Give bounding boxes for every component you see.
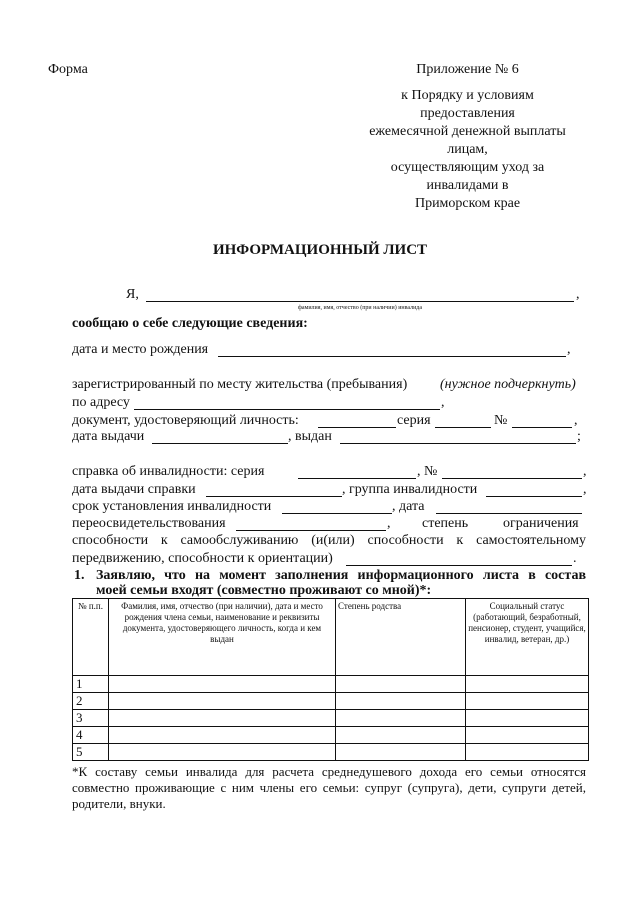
issued-by-label: , выдан (288, 429, 332, 444)
row-number: 2 (73, 693, 109, 710)
table-row (73, 710, 589, 727)
document-end: , (574, 413, 578, 428)
table-cell[interactable] (109, 744, 336, 761)
number-field[interactable] (512, 427, 572, 428)
cert-date-field[interactable] (206, 496, 342, 497)
column-header-person: Фамилия, имя, отчество (при наличии), дата и место рождения члена семьи, наименование и реквизиты документа, удостоверяющего личность, когда и кем выдан (109, 599, 336, 676)
disability-number-label: , № (417, 464, 438, 479)
date-label: , дата (392, 499, 425, 514)
table-cell[interactable] (109, 676, 336, 693)
column-header-number: № п.п. (73, 599, 109, 676)
row-number: 1 (73, 676, 109, 693)
appendix-line: предоставления (420, 106, 515, 121)
reexam-comma: , (387, 516, 391, 531)
statement-text: сообщаю о себе следующие сведения: (72, 316, 308, 331)
appendix-line: Приморском крае (414, 196, 521, 211)
form-label: Форма (48, 62, 88, 77)
movement-label: передвижению, способности к ориентации) (72, 551, 333, 566)
table-cell[interactable] (336, 710, 466, 727)
name-end-comma: , (576, 287, 580, 302)
registered-label: зарегистрированный по месту жительства (пребывания) (72, 377, 408, 392)
table-cell[interactable] (336, 744, 466, 761)
group-end: , (583, 482, 587, 497)
full-name-field[interactable] (146, 301, 574, 302)
group-label: , группа инвалидности (342, 482, 478, 497)
movement-field[interactable] (346, 565, 572, 566)
series-label: серия (397, 413, 431, 428)
appendix-line: лицам, (447, 142, 488, 157)
table-row (73, 727, 589, 744)
section-number: 1. (74, 568, 85, 583)
section-line: моей семьи входят (совместно проживают со мной)*: (96, 583, 432, 598)
appendix-line: инвалидами в (426, 178, 509, 193)
address-label: по адресу (72, 395, 130, 410)
footnote-line: родители, внуки. (72, 796, 166, 811)
table-header-row (73, 599, 589, 676)
birth-end: , (567, 342, 571, 357)
table-cell[interactable] (466, 727, 589, 744)
date-field[interactable] (436, 513, 582, 514)
table-cell[interactable] (336, 727, 466, 744)
address-end: , (441, 395, 445, 410)
birth-label: дата и место рождения (72, 342, 209, 357)
issue-date-field[interactable] (152, 443, 288, 444)
cert-date-label: дата выдачи справки (72, 482, 196, 497)
disability-cert-label: справка об инвалидности: серия (72, 464, 265, 479)
document-title: ИНФОРМАЦИОННЫЙ ЛИСТ (212, 242, 428, 258)
movement-end: . (573, 551, 577, 566)
degree-word: степень (422, 516, 469, 531)
table-cell[interactable] (336, 676, 466, 693)
table-row (73, 744, 589, 761)
table-cell[interactable] (466, 710, 589, 727)
full-name-caption: фамилия, имя, отчество (при наличии) инвалида (297, 305, 423, 311)
term-field[interactable] (282, 513, 392, 514)
reexam-field[interactable] (236, 530, 386, 531)
appendix-line: ежемесячной денежной выплаты (369, 124, 566, 139)
reexam-label: переосвидетельствования (72, 516, 226, 531)
table-row (73, 676, 589, 693)
column-header-relationship: Степень родства (336, 599, 466, 676)
disability-number-end: , (583, 464, 587, 479)
row-number: 5 (73, 744, 109, 761)
disability-series-field[interactable] (298, 478, 416, 479)
disability-number-field[interactable] (442, 478, 582, 479)
table-cell[interactable] (466, 693, 589, 710)
i-label: Я, (126, 287, 139, 302)
registered-note: (нужное подчеркнуть) (440, 377, 576, 392)
issue-date-label: дата выдачи (72, 429, 145, 444)
footnote-line: *К составу семьи инвалида для расчета среднедушевого дохода его семьи относятся (72, 764, 586, 779)
row-number: 3 (73, 710, 109, 727)
degree-word: ограничения (503, 516, 579, 531)
issue-end: ; (577, 429, 581, 444)
family-members-table (72, 598, 589, 761)
table-row (73, 693, 589, 710)
number-label: № (494, 413, 508, 428)
table-cell[interactable] (109, 727, 336, 744)
appendix-title: Приложение № 6 (416, 62, 519, 77)
footnote-line: совместно проживающие с ним члены его семьи: супруг (супруга), дети, супруги детей, (72, 780, 586, 795)
birth-field[interactable] (218, 356, 566, 357)
appendix-line: к Порядку и условиям (401, 88, 534, 103)
ability-line: способности к самообслуживанию (и(или) способности к самостоятельному (72, 533, 586, 548)
section-line: Заявляю, что на момент заполнения информационного листа в состав (96, 568, 586, 583)
issued-by-field[interactable] (340, 443, 576, 444)
term-label: срок установления инвалидности (72, 499, 272, 514)
document-blank[interactable] (318, 427, 396, 428)
table-cell[interactable] (466, 676, 589, 693)
table-cell[interactable] (109, 710, 336, 727)
document-label: документ, удостоверяющий личность: (72, 413, 299, 428)
row-number: 4 (73, 727, 109, 744)
series-field[interactable] (435, 427, 491, 428)
column-header-social-status: Социальный статус (работающий, безработный, пенсионер, студент, учащийся, инвалид, ветеран, др.) (466, 599, 589, 676)
table-cell[interactable] (109, 693, 336, 710)
address-field[interactable] (134, 409, 440, 410)
table-cell[interactable] (336, 693, 466, 710)
appendix-line: осуществляющим уход за (390, 160, 545, 175)
group-field[interactable] (486, 496, 582, 497)
table-cell[interactable] (466, 744, 589, 761)
